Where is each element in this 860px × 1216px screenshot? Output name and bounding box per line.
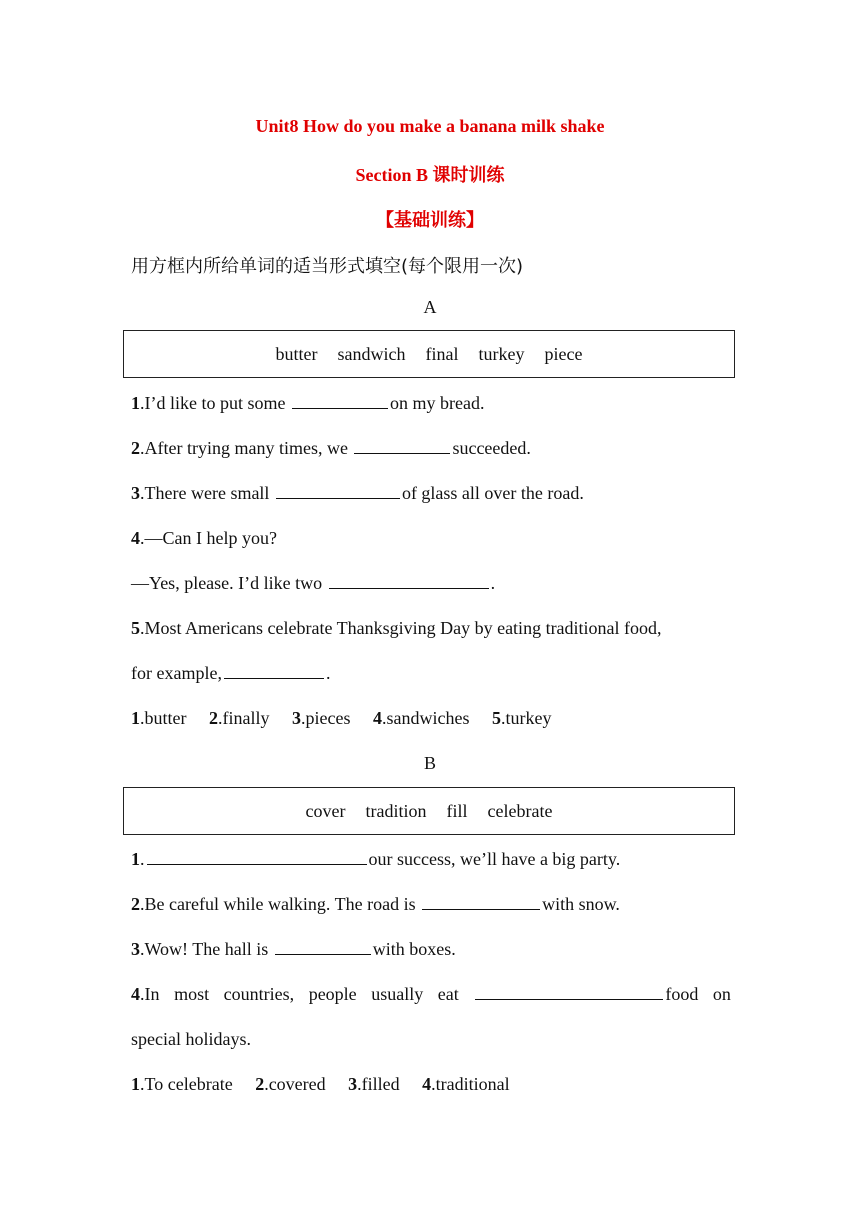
question-text: our success, we’ll have a big party. [368, 849, 621, 869]
question-text: succeeded. [452, 438, 531, 458]
question-text: people [308, 984, 357, 1004]
answer-item [131, 708, 187, 728]
answer-item [422, 1074, 509, 1094]
question-a5 [131, 618, 662, 639]
part-b-label: B [423, 753, 436, 773]
word-box-a-item: butter [275, 343, 318, 364]
answer-text: .traditional [431, 1074, 510, 1094]
question-number: 3 [131, 483, 140, 503]
answer-number: 3 [292, 708, 301, 728]
answer-blank[interactable] [475, 984, 663, 1000]
question-number: 1 [131, 393, 140, 413]
question-text: food [665, 984, 699, 1004]
question-text: .I’d like to put some [140, 393, 286, 413]
word-box-b-item: tradition [365, 800, 427, 821]
answer-text: .pieces [301, 708, 351, 728]
answer-number: 2 [255, 1074, 265, 1094]
question-number: 2 [131, 894, 140, 914]
question-text: on my bread. [389, 393, 485, 413]
answer-blank[interactable] [292, 393, 388, 409]
question-a4-reply [131, 573, 495, 594]
question-text: with boxes. [372, 939, 456, 959]
answer-text: .filled [357, 1074, 400, 1094]
word-box-a-item: turkey [478, 343, 525, 364]
question-b4 [131, 984, 731, 1005]
part-heading: 【基础训练】 [376, 210, 484, 231]
answer-blank[interactable] [422, 894, 540, 910]
answer-blank[interactable] [275, 939, 371, 955]
section-title-text: Section B 课时训练 [355, 165, 505, 185]
question-text: countries, [223, 984, 295, 1004]
part-a-label: A [423, 297, 437, 317]
answer-item [209, 708, 270, 728]
answer-text: .turkey [500, 708, 552, 728]
answer-blank[interactable] [276, 483, 400, 499]
question-b2 [131, 894, 620, 915]
answer-number: 1 [131, 708, 140, 728]
question-text: .After trying many times, we [140, 438, 348, 458]
question-text: with snow. [542, 894, 620, 914]
answer-item [373, 708, 469, 728]
question-a2 [131, 438, 531, 459]
word-box-a-item: sandwich [337, 343, 406, 364]
answer-text: .sandwiches [381, 708, 470, 728]
word-box-b [123, 787, 735, 835]
answer-key-b [131, 1074, 528, 1095]
worksheet-title: Unit8 How do you make a banana milk shake [255, 116, 605, 136]
question-text: . [490, 573, 496, 593]
question-text: .In [140, 984, 160, 1004]
instruction [131, 252, 523, 278]
question-number: 3 [131, 939, 140, 959]
answer-item [131, 1074, 233, 1094]
answer-item [348, 1074, 400, 1094]
section-title [0, 161, 860, 187]
question-text: . [325, 663, 331, 683]
question-number: 2 [131, 438, 140, 458]
question-text: on [712, 984, 731, 1004]
answer-text: .covered [264, 1074, 326, 1094]
answer-blank[interactable] [329, 573, 489, 589]
answer-item [255, 1074, 325, 1094]
question-b4-continued [131, 1029, 251, 1050]
question-number: 4 [131, 984, 140, 1004]
question-text: for example, [131, 663, 222, 683]
question-number: 4 [131, 528, 140, 548]
word-box-a-item: final [425, 343, 459, 364]
question-text: usually [371, 984, 424, 1004]
answer-number: 4 [422, 1074, 432, 1094]
question-text: special holidays. [131, 1029, 251, 1049]
word-box-b-item: cover [305, 800, 346, 821]
answer-blank[interactable] [147, 849, 367, 865]
answer-item [492, 708, 551, 728]
question-text: .Wow! The hall is [140, 939, 269, 959]
question-text: .There were small [140, 483, 270, 503]
answer-blank[interactable] [224, 663, 324, 679]
question-text: eat [437, 984, 459, 1004]
question-number: 5 [131, 618, 140, 638]
answer-number: 4 [372, 708, 382, 728]
answer-key-a [131, 708, 569, 729]
question-text: of glass all over the road. [401, 483, 584, 503]
question-b1 [131, 849, 620, 870]
word-box-b-item: celebrate [487, 800, 553, 821]
answer-item [292, 708, 350, 728]
question-b3 [131, 939, 456, 960]
word-box-a-item: piece [544, 343, 583, 364]
answer-text: .finally [218, 708, 270, 728]
answer-number: 2 [209, 708, 218, 728]
question-text: .Most Americans celebrate Thanksgiving Day by eating traditional food, [140, 618, 662, 638]
answer-number: 3 [348, 1074, 358, 1094]
question-number: 1 [131, 849, 140, 869]
word-box-b-item: fill [446, 800, 468, 821]
answer-text: .To celebrate [140, 1074, 233, 1094]
question-text: . [140, 849, 145, 869]
answer-number: 5 [491, 708, 501, 728]
question-text: —Yes, please. I’d like two [131, 573, 323, 593]
question-a5-continued [131, 663, 330, 684]
question-a3 [131, 483, 584, 504]
question-text: .Be careful while walking. The road is [140, 894, 416, 914]
answer-number: 1 [131, 1074, 140, 1094]
word-box-a [123, 330, 735, 378]
answer-blank[interactable] [354, 438, 450, 454]
question-text: .—Can I help you? [140, 528, 277, 548]
question-a1 [131, 393, 484, 414]
instruction-text: 用方框内所给单词的适当形式填空(每个限用一次) [131, 256, 524, 277]
question-text: most [174, 984, 210, 1004]
answer-text: .butter [140, 708, 187, 728]
question-a4 [131, 528, 277, 549]
